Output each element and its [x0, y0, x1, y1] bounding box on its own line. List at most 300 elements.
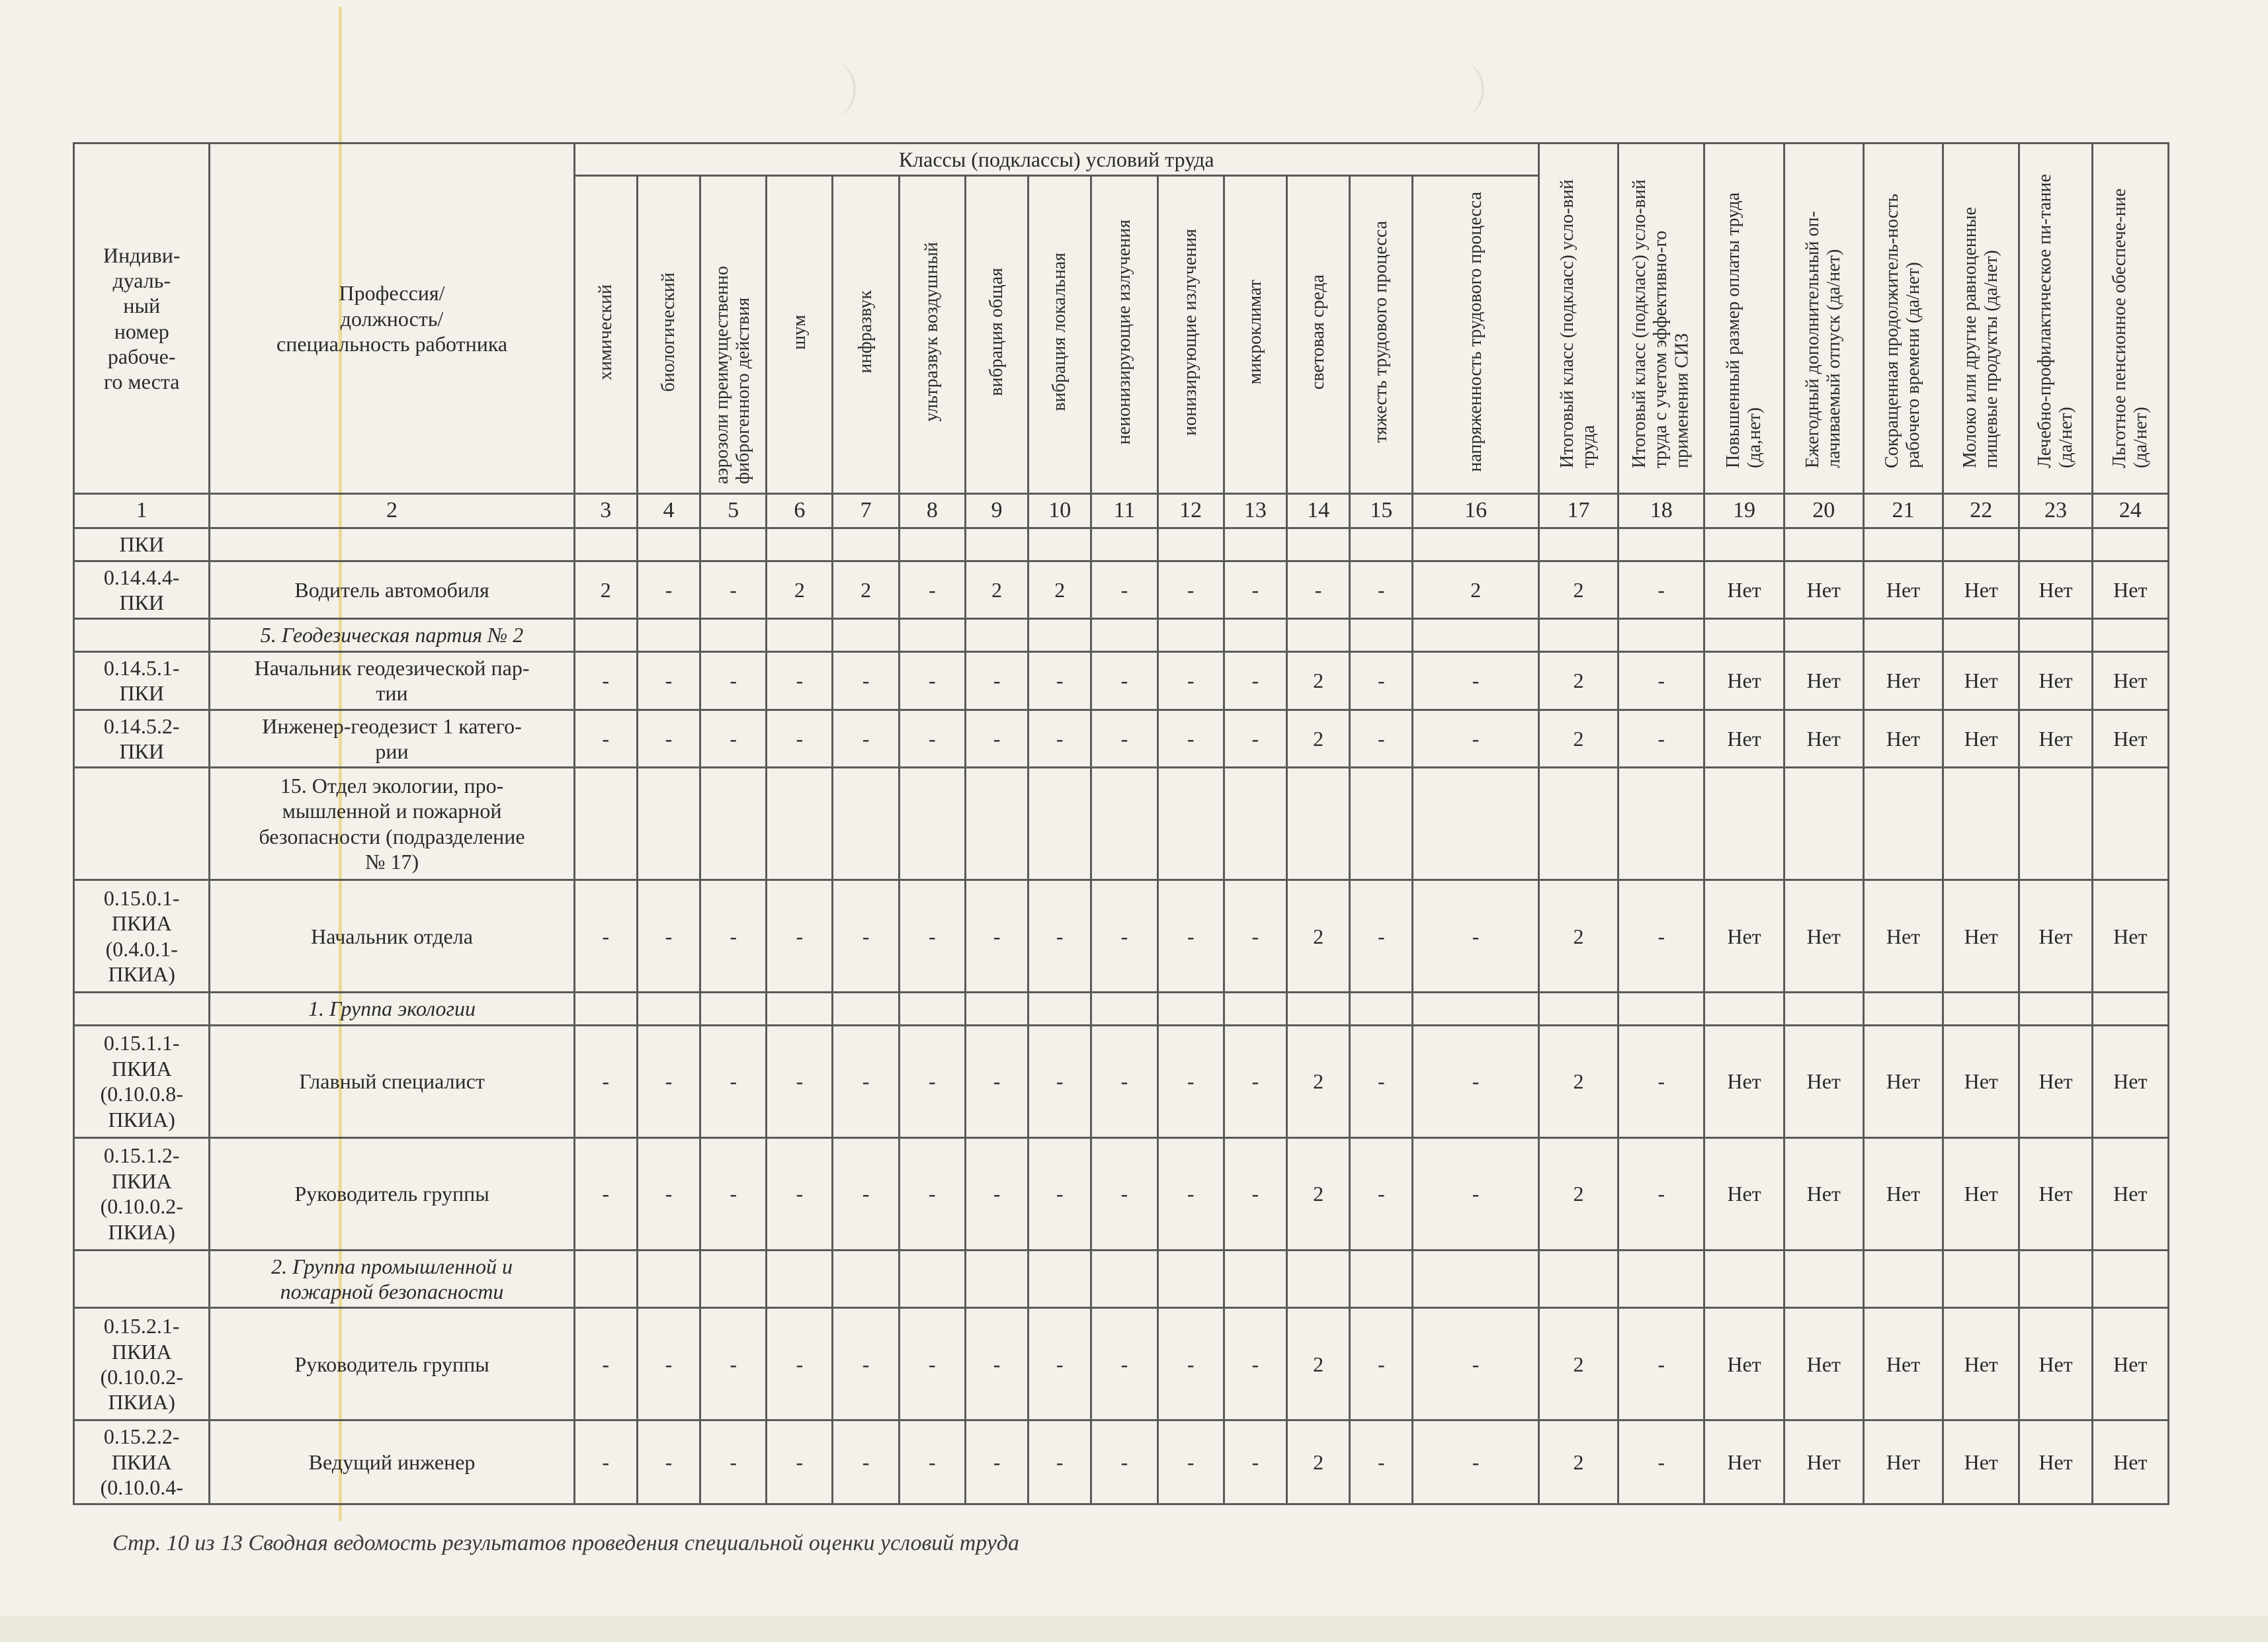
class-cell: 2 — [1538, 561, 1618, 619]
table-row — [74, 880, 2169, 993]
empty-cell — [1943, 619, 2019, 651]
column-number: 19 — [1704, 494, 1784, 528]
section-title: 1. Группа экологии — [210, 993, 574, 1025]
class-cell: - — [1157, 1308, 1224, 1420]
workplace-id: 0.15.2.2- ПКИА (0.10.0.4- — [74, 1420, 210, 1504]
profession-name: Начальник отдела — [210, 880, 574, 993]
class-cell: - — [767, 1308, 833, 1420]
section-title: 5. Геодезическая партия № 2 — [210, 619, 574, 651]
column-number: 9 — [965, 494, 1028, 528]
class-cell: - — [1413, 880, 1538, 993]
class-cell: - — [700, 880, 767, 993]
page-bottom-band — [0, 1616, 2268, 1642]
class-cell: Нет — [1784, 880, 1863, 993]
class-cell: - — [574, 1137, 637, 1250]
department-title: 15. Отдел экологии, про- мышленной и пожарной безопасности (подразделение № 17) — [210, 768, 574, 880]
empty-cell — [1413, 768, 1538, 880]
class-cell: 2 — [1029, 561, 1091, 619]
empty-cell — [2019, 1250, 2092, 1308]
empty-cell — [574, 993, 637, 1025]
class-cell: - — [1224, 1025, 1286, 1137]
class-cell: - — [1618, 1420, 1704, 1504]
class-cell: Нет — [1704, 561, 1784, 619]
class-cell: - — [1618, 1308, 1704, 1420]
class-cell: 2 — [1286, 651, 1349, 710]
header-factor: неионизирующие излучения — [1091, 176, 1157, 494]
class-cell: - — [637, 1137, 700, 1250]
empty-cell — [899, 619, 965, 651]
class-cell: - — [1091, 651, 1157, 710]
table-row — [74, 1308, 2169, 1420]
empty-cell — [1863, 993, 1943, 1025]
empty-cell — [1538, 619, 1618, 651]
class-cell: - — [637, 561, 700, 619]
class-cell: - — [1091, 710, 1157, 768]
class-cell: - — [574, 1025, 637, 1137]
class-cell — [1091, 528, 1157, 561]
class-cell: - — [637, 710, 700, 768]
class-cell: 2 — [1538, 710, 1618, 768]
empty-cell — [899, 1250, 965, 1308]
class-cell: Нет — [1943, 561, 2019, 619]
column-number: 4 — [637, 494, 700, 528]
class-cell: 2 — [1538, 1025, 1618, 1137]
class-cell: Нет — [2019, 651, 2092, 710]
class-cell: - — [637, 651, 700, 710]
class-cell: Нет — [2092, 880, 2168, 993]
class-cell: - — [1157, 710, 1224, 768]
class-cell: - — [700, 1420, 767, 1504]
class-cell: Нет — [2019, 1025, 2092, 1137]
workplace-id: 0.14.5.2- ПКИ — [74, 710, 210, 768]
class-cell: - — [1091, 1025, 1157, 1137]
class-cell: - — [637, 1420, 700, 1504]
class-cell: Нет — [1704, 1308, 1784, 1420]
empty-cell — [767, 619, 833, 651]
class-cell — [2092, 528, 2168, 561]
empty-cell — [1224, 993, 1286, 1025]
column-number: 17 — [1538, 494, 1618, 528]
class-cell: - — [574, 651, 637, 710]
class-cell: - — [1029, 710, 1091, 768]
class-cell — [1157, 528, 1224, 561]
empty-cell — [1863, 768, 1943, 880]
class-cell: - — [700, 1137, 767, 1250]
empty-id-cell — [74, 619, 210, 651]
header-tail-20: Ежегодный дополнительный оп-лачиваемый отпуск (да/нет) — [1784, 144, 1863, 494]
class-cell — [1863, 528, 1943, 561]
class-cell: - — [965, 880, 1028, 993]
class-cell: - — [1224, 710, 1286, 768]
column-number: 13 — [1224, 494, 1286, 528]
class-cell — [1943, 528, 2019, 561]
class-cell — [767, 528, 833, 561]
class-cell: - — [1224, 1308, 1286, 1420]
empty-cell — [833, 993, 899, 1025]
profession-name: Руководитель группы — [210, 1308, 574, 1420]
class-cell: - — [1618, 710, 1704, 768]
profession-name: Начальник геодезической пар- тии — [210, 651, 574, 710]
workplace-id: 0.14.5.1- ПКИ — [74, 651, 210, 710]
empty-cell — [2019, 993, 2092, 1025]
class-cell: - — [1029, 1137, 1091, 1250]
empty-cell — [1538, 1250, 1618, 1308]
empty-cell — [574, 768, 637, 880]
table-row — [74, 651, 2169, 710]
column-number: 6 — [767, 494, 833, 528]
section-row — [74, 993, 2169, 1025]
class-cell: 2 — [1538, 880, 1618, 993]
class-cell: - — [1091, 1420, 1157, 1504]
empty-cell — [1943, 993, 2019, 1025]
empty-cell — [1286, 1250, 1349, 1308]
class-cell: Нет — [1863, 880, 1943, 993]
empty-cell — [767, 768, 833, 880]
header-tail-23: Лечебно-профилактическое пи-тание (да/нет) — [2019, 144, 2092, 494]
table-row — [74, 561, 2169, 619]
empty-cell — [1784, 619, 1863, 651]
empty-cell — [1350, 768, 1413, 880]
class-cell: Нет — [1704, 880, 1784, 993]
class-cell — [574, 528, 637, 561]
header-factor: шум — [767, 176, 833, 494]
class-cell: - — [833, 1137, 899, 1250]
header-factor: вибрация локальная — [1029, 176, 1091, 494]
empty-cell — [1286, 993, 1349, 1025]
class-cell: Нет — [2019, 1420, 2092, 1504]
empty-id-cell — [74, 1250, 210, 1308]
class-cell: Нет — [1943, 880, 2019, 993]
class-cell: - — [1350, 1025, 1413, 1137]
class-cell: - — [1091, 561, 1157, 619]
profession-name: Ведущий инженер — [210, 1420, 574, 1504]
class-cell — [1538, 528, 1618, 561]
class-cell: - — [767, 710, 833, 768]
class-cell — [2019, 528, 2092, 561]
empty-cell — [1784, 1250, 1863, 1308]
empty-cell — [2019, 619, 2092, 651]
class-cell: - — [1350, 1308, 1413, 1420]
table-row — [74, 1420, 2169, 1504]
class-cell — [1350, 528, 1413, 561]
class-cell: Нет — [1784, 710, 1863, 768]
header-tail-21: Сокращенная продолжитель-ность рабочего времени (да/нет) — [1863, 144, 1943, 494]
empty-cell — [1286, 768, 1349, 880]
page-footer: Стр. 10 из 13 Сводная ведомость результатов проведения специальной оценки условий труда — [112, 1531, 1020, 1555]
workplace-id: 0.15.2.1- ПКИА (0.10.0.2- ПКИА) — [74, 1308, 210, 1420]
class-cell: Нет — [2092, 710, 2168, 768]
empty-cell — [700, 993, 767, 1025]
class-cell: - — [637, 880, 700, 993]
class-cell: - — [1350, 880, 1413, 993]
header-tail-17: Итоговый класс (подкласс) усло-вий труда — [1538, 144, 1618, 494]
class-cell: Нет — [1704, 1025, 1784, 1137]
class-cell: Нет — [2019, 880, 2092, 993]
class-cell: Нет — [1784, 651, 1863, 710]
class-cell: Нет — [1943, 1308, 2019, 1420]
header-factor: химический — [574, 176, 637, 494]
column-number: 21 — [1863, 494, 1943, 528]
class-cell: - — [965, 1308, 1028, 1420]
empty-cell — [574, 1250, 637, 1308]
class-cell — [899, 528, 965, 561]
class-cell: 2 — [1286, 1137, 1349, 1250]
empty-cell — [899, 768, 965, 880]
class-cell: - — [700, 651, 767, 710]
class-cell: Нет — [2019, 1308, 2092, 1420]
class-cell: - — [637, 1025, 700, 1137]
empty-cell — [1413, 993, 1538, 1025]
empty-cell — [1091, 993, 1157, 1025]
empty-cell — [1350, 993, 1413, 1025]
column-number: 16 — [1413, 494, 1538, 528]
class-cell: Нет — [1943, 1420, 2019, 1504]
class-cell — [1413, 528, 1538, 561]
class-cell: - — [899, 1308, 965, 1420]
empty-cell — [1618, 619, 1704, 651]
header-factor: микроклимат — [1224, 176, 1286, 494]
empty-cell — [2019, 768, 2092, 880]
empty-cell — [1224, 619, 1286, 651]
class-cell: 2 — [767, 561, 833, 619]
class-cell: - — [700, 1025, 767, 1137]
class-cell: - — [833, 1025, 899, 1137]
empty-cell — [1943, 768, 2019, 880]
column-number: 24 — [2092, 494, 2168, 528]
header-row-1 — [74, 144, 2169, 176]
section-title: 2. Группа промышленной и пожарной безопасности — [210, 1250, 574, 1308]
header-profession: Профессия/ должность/ специальность работника — [210, 144, 574, 494]
header-classes-group: Классы (подклассы) условий труда — [574, 144, 1538, 176]
empty-cell — [1618, 1250, 1704, 1308]
table-row — [74, 1025, 2169, 1137]
header-factor: аэрозоли преимущественно фиброгенного действия — [700, 176, 767, 494]
class-cell: - — [965, 1137, 1028, 1250]
workplace-id: 0.15.0.1- ПКИА (0.4.0.1- ПКИА) — [74, 880, 210, 993]
empty-cell — [1863, 619, 1943, 651]
class-cell: Нет — [1863, 1137, 1943, 1250]
class-cell: - — [899, 651, 965, 710]
empty-cell — [2092, 993, 2168, 1025]
class-cell: - — [1618, 880, 1704, 993]
class-cell: - — [1157, 651, 1224, 710]
class-cell: Нет — [2092, 1420, 2168, 1504]
empty-cell — [1704, 993, 1784, 1025]
empty-cell — [1413, 1250, 1538, 1308]
class-cell: - — [965, 1420, 1028, 1504]
class-cell: - — [899, 1025, 965, 1137]
class-cell: - — [965, 1025, 1028, 1137]
empty-cell — [1029, 768, 1091, 880]
empty-cell — [767, 993, 833, 1025]
class-cell — [637, 528, 700, 561]
empty-cell — [1784, 768, 1863, 880]
empty-cell — [1350, 619, 1413, 651]
class-cell: Нет — [1704, 651, 1784, 710]
class-cell: Нет — [1943, 651, 2019, 710]
empty-cell — [833, 1250, 899, 1308]
class-cell: - — [1224, 1137, 1286, 1250]
empty-cell — [833, 619, 899, 651]
empty-cell — [1784, 993, 1863, 1025]
class-cell: - — [1029, 651, 1091, 710]
column-number: 11 — [1091, 494, 1157, 528]
class-cell — [833, 528, 899, 561]
class-cell: 2 — [1286, 1308, 1349, 1420]
empty-cell — [1286, 619, 1349, 651]
class-cell: 2 — [1413, 561, 1538, 619]
class-cell: Нет — [2019, 1137, 2092, 1250]
empty-cell — [1224, 1250, 1286, 1308]
class-cell: Нет — [1784, 1308, 1863, 1420]
class-cell: 2 — [1286, 1420, 1349, 1504]
empty-cell — [1618, 993, 1704, 1025]
class-cell: Нет — [1943, 1137, 2019, 1250]
class-cell: - — [1157, 1137, 1224, 1250]
header-workplace-number: Индиви- дуаль- ный номер рабоче- го места — [74, 144, 210, 494]
class-cell: - — [1413, 1025, 1538, 1137]
profession-name: Водитель автомобиля — [210, 561, 574, 619]
empty-id-cell — [74, 993, 210, 1025]
empty-cell — [1091, 619, 1157, 651]
header-factor: ультразвук воздушный — [899, 176, 965, 494]
class-cell: Нет — [1704, 1137, 1784, 1250]
class-cell: Нет — [1784, 1025, 1863, 1137]
class-cell: 2 — [1286, 710, 1349, 768]
empty-cell — [965, 768, 1028, 880]
header-factor: вибрация общая — [965, 176, 1028, 494]
class-cell: - — [833, 1420, 899, 1504]
profession-name: Инженер-геодезист 1 катего- рии — [210, 710, 574, 768]
empty-cell — [1157, 768, 1224, 880]
class-cell: - — [700, 561, 767, 619]
class-cell: - — [1413, 1420, 1538, 1504]
class-cell: Нет — [1863, 561, 1943, 619]
class-cell: - — [1413, 1137, 1538, 1250]
class-cell: 2 — [1538, 1420, 1618, 1504]
section-row — [74, 1250, 2169, 1308]
header-factor: биологический — [637, 176, 700, 494]
empty-cell — [637, 1250, 700, 1308]
empty-cell — [1704, 1250, 1784, 1308]
class-cell: - — [1350, 710, 1413, 768]
class-cell: 2 — [574, 561, 637, 619]
class-cell: - — [833, 651, 899, 710]
class-cell: - — [637, 1308, 700, 1420]
column-number: 7 — [833, 494, 899, 528]
class-cell: Нет — [1863, 1308, 1943, 1420]
department-row — [74, 768, 2169, 880]
profession-name — [210, 528, 574, 561]
class-cell: - — [1224, 1420, 1286, 1504]
column-number: 2 — [210, 494, 574, 528]
class-cell: - — [1091, 880, 1157, 993]
class-cell: Нет — [1863, 1025, 1943, 1137]
class-cell — [1618, 528, 1704, 561]
column-number: 22 — [1943, 494, 2019, 528]
class-cell: - — [1157, 1420, 1224, 1504]
column-number: 8 — [899, 494, 965, 528]
class-cell: Нет — [1863, 1420, 1943, 1504]
empty-cell — [1350, 1250, 1413, 1308]
class-cell: Нет — [1784, 561, 1863, 619]
class-cell: - — [574, 1308, 637, 1420]
empty-cell — [2092, 619, 2168, 651]
class-cell: Нет — [2092, 1137, 2168, 1250]
class-cell: Нет — [1943, 1025, 2019, 1137]
workplace-id: 0.15.1.2- ПКИА (0.10.0.2- ПКИА) — [74, 1137, 210, 1250]
empty-cell — [965, 619, 1028, 651]
empty-id-cell — [74, 768, 210, 880]
class-cell: Нет — [2092, 1308, 2168, 1420]
class-cell — [700, 528, 767, 561]
class-cell: - — [965, 651, 1028, 710]
section-row — [74, 619, 2169, 651]
empty-cell — [1704, 619, 1784, 651]
class-cell: - — [1224, 561, 1286, 619]
table-row — [74, 710, 2169, 768]
class-cell: 2 — [833, 561, 899, 619]
class-cell: - — [1157, 561, 1224, 619]
class-cell: - — [833, 1308, 899, 1420]
class-cell — [1704, 528, 1784, 561]
empty-cell — [1538, 993, 1618, 1025]
class-cell: 2 — [965, 561, 1028, 619]
class-cell — [1029, 528, 1091, 561]
class-cell: - — [1350, 651, 1413, 710]
empty-cell — [1618, 768, 1704, 880]
empty-cell — [2092, 768, 2168, 880]
empty-cell — [899, 993, 965, 1025]
class-cell: - — [965, 710, 1028, 768]
class-cell: - — [1029, 1308, 1091, 1420]
column-number: 10 — [1029, 494, 1091, 528]
column-number: 12 — [1157, 494, 1224, 528]
empty-cell — [833, 768, 899, 880]
class-cell: - — [574, 710, 637, 768]
empty-cell — [767, 1250, 833, 1308]
class-cell: 2 — [1286, 880, 1349, 993]
empty-cell — [700, 619, 767, 651]
class-cell: Нет — [1704, 1420, 1784, 1504]
class-cell: - — [1618, 1137, 1704, 1250]
column-number: 14 — [1286, 494, 1349, 528]
class-cell: - — [1157, 1025, 1224, 1137]
empty-cell — [1157, 619, 1224, 651]
class-cell: Нет — [1863, 710, 1943, 768]
empty-cell — [1157, 1250, 1224, 1308]
profession-name: Руководитель группы — [210, 1137, 574, 1250]
class-cell: - — [1224, 651, 1286, 710]
empty-cell — [1704, 768, 1784, 880]
punch-hole-left — [814, 63, 856, 116]
class-cell: - — [1029, 1025, 1091, 1137]
table-row — [74, 528, 2169, 561]
class-cell: - — [1091, 1137, 1157, 1250]
class-cell — [1784, 528, 1863, 561]
class-cell: Нет — [1704, 710, 1784, 768]
empty-cell — [1157, 993, 1224, 1025]
table-body — [74, 494, 2169, 1504]
header-tail-18: Итоговый класс (подкласс) усло-вий труда с учетом эффективно-го применения СИЗ — [1618, 144, 1704, 494]
class-cell: - — [767, 1025, 833, 1137]
column-number: 15 — [1350, 494, 1413, 528]
header-factor: ионизирующие излучения — [1157, 176, 1224, 494]
empty-cell — [1863, 1250, 1943, 1308]
class-cell: - — [1350, 561, 1413, 619]
class-cell: - — [833, 880, 899, 993]
class-cell: - — [1029, 1420, 1091, 1504]
